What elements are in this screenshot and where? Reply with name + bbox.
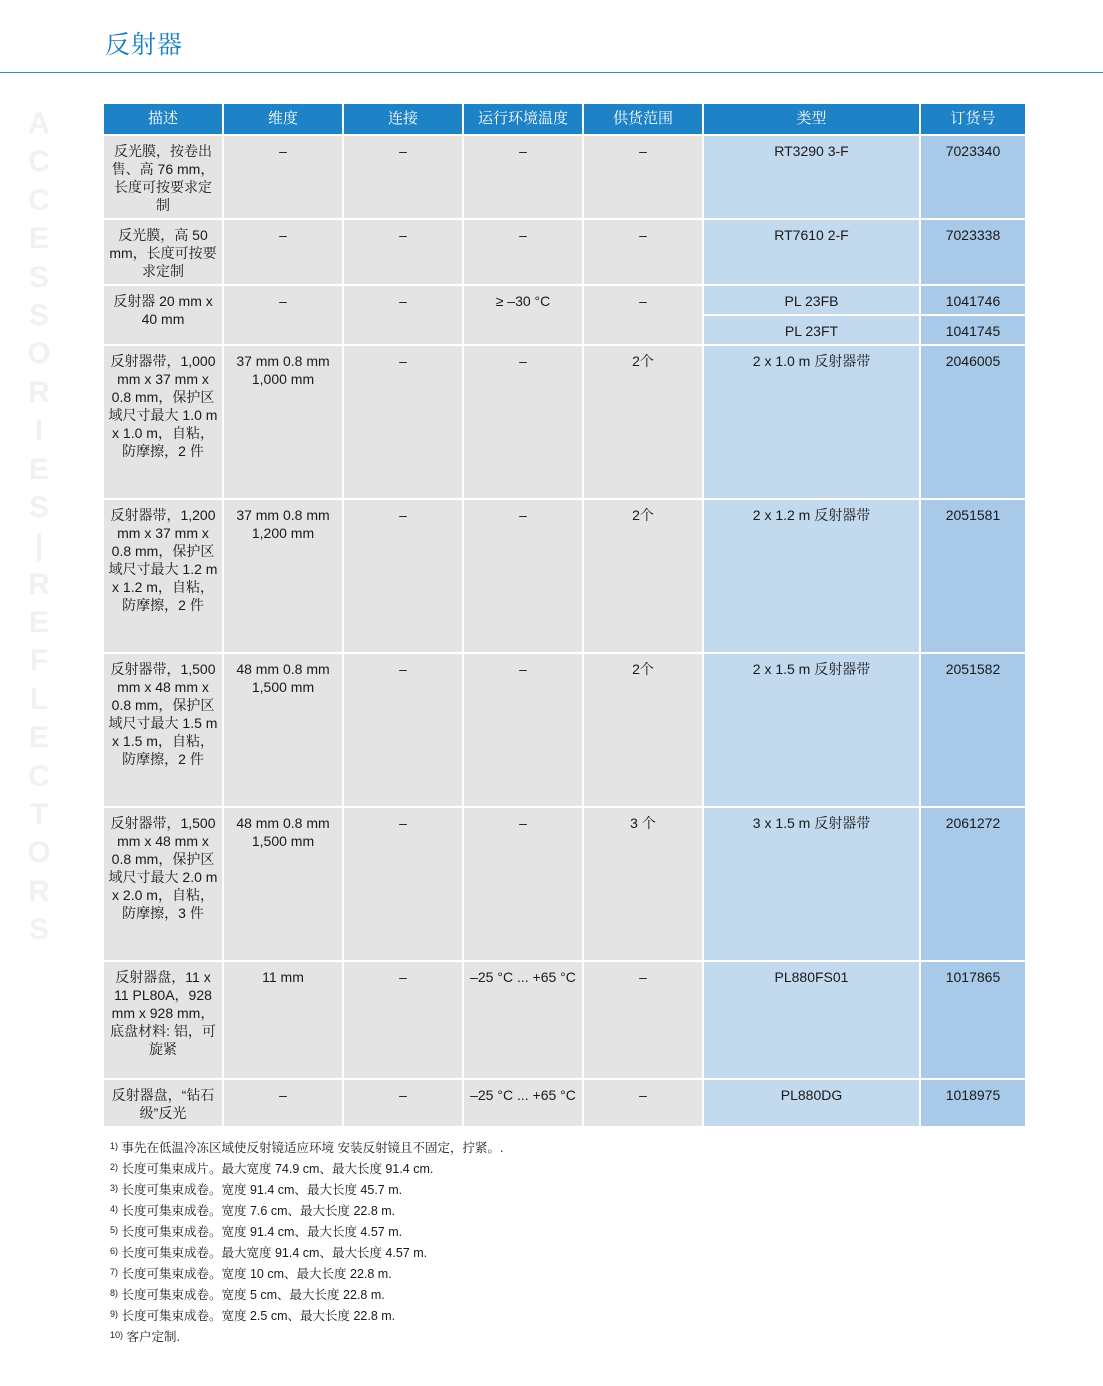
footnote-text: 事先在低温冷冻区域使反射镜适应环境 安装反射镜且不固定，拧紧。. xyxy=(121,1141,504,1155)
cell-supply-scope: 2个 xyxy=(584,500,702,652)
cell-type: RT3290 3-F xyxy=(704,136,919,218)
cell-order-number: 1017865 xyxy=(921,962,1025,1078)
cell-description: 反射器带，1,000 mm x 37 mm x 0.8 mm，保护区域尺寸最大 1.0 m x 1.0 m，自粘，防摩擦，2 件 xyxy=(104,346,222,498)
footnote xyxy=(110,1243,503,1264)
footnote xyxy=(110,1306,503,1327)
column-header-connection: 连接 xyxy=(344,104,462,134)
cell-description: 反射器 20 mm x 40 mm xyxy=(104,286,222,344)
footnote xyxy=(110,1285,503,1306)
cell-temperature: – xyxy=(464,220,582,284)
watermark-letter: S xyxy=(28,490,49,524)
title-divider xyxy=(0,72,1103,73)
footnote-text: 长度可集束成卷。宽度 91.4 cm、最大长度 4.57 m. xyxy=(121,1225,403,1239)
cell-supply-scope: – xyxy=(584,286,702,344)
cell-description: 反射器盘，“钻石级”反光 xyxy=(104,1080,222,1126)
watermark-letter: | xyxy=(34,529,44,563)
cell-type: RT7610 2-F xyxy=(704,220,919,284)
table-row xyxy=(104,962,1025,1078)
footnotes xyxy=(110,1138,503,1348)
cell-dimension: – xyxy=(224,136,342,218)
cell-type: PL 23FT xyxy=(704,316,919,344)
table-row xyxy=(104,286,1025,314)
column-header-dimension: 维度 xyxy=(224,104,342,134)
cell-dimension: 11 mm xyxy=(224,962,342,1078)
footnote-text: 长度可集束成卷。宽度 7.6 cm、最大长度 22.8 m. xyxy=(121,1204,396,1218)
watermark-letter: E xyxy=(28,222,49,256)
watermark-letter: R xyxy=(28,375,50,409)
cell-supply-scope: 3 个 xyxy=(584,808,702,960)
footnote-number: 10) xyxy=(110,1330,124,1340)
table-row xyxy=(104,346,1025,498)
cell-temperature: –25 °C ... +65 °C xyxy=(464,962,582,1078)
cell-dimension: – xyxy=(224,220,342,284)
cell-order-number: 2046005 xyxy=(921,346,1025,498)
watermark-letter: E xyxy=(28,452,49,486)
column-header-temperature: 运行环境温度 xyxy=(464,104,582,134)
footnote xyxy=(110,1159,503,1180)
cell-temperature: ≥ –30 °C xyxy=(464,286,582,344)
column-header-order-number: 订货号 xyxy=(921,104,1025,134)
watermark-letter: C xyxy=(28,145,50,179)
watermark-letter: O xyxy=(27,836,51,870)
footnote-number: 6) xyxy=(110,1246,119,1256)
footnote-text: 长度可集束成卷。宽度 91.4 cm、最大长度 45.7 m. xyxy=(121,1183,403,1197)
watermark-letter: R xyxy=(28,567,50,601)
footnote-number: 5) xyxy=(110,1225,119,1235)
footnote xyxy=(110,1201,503,1222)
footnote xyxy=(110,1327,503,1348)
table-row xyxy=(104,654,1025,806)
table-row xyxy=(104,1080,1025,1126)
cell-temperature: –25 °C ... +65 °C xyxy=(464,1080,582,1126)
cell-connection: – xyxy=(344,962,462,1078)
cell-connection: – xyxy=(344,500,462,652)
cell-dimension: 37 mm 0.8 mm 1,000 mm xyxy=(224,346,342,498)
cell-order-number: 1041746 xyxy=(921,286,1025,314)
cell-supply-scope: – xyxy=(584,220,702,284)
cell-connection: – xyxy=(344,1080,462,1126)
watermark-letter: R xyxy=(28,874,50,908)
watermark-letter: E xyxy=(28,606,49,640)
cell-description: 反射器带，1,500 mm x 48 mm x 0.8 mm，保护区域尺寸最大 1.5 m x 1.5 m，自粘，防摩擦，2 件 xyxy=(104,654,222,806)
footnote-text: 客户定制. xyxy=(126,1330,180,1344)
cell-description: 反光膜，高 50 mm，长度可按要求定制 xyxy=(104,220,222,284)
cell-type: 3 x 1.5 m 反射器带 xyxy=(704,808,919,960)
cell-temperature: – xyxy=(464,654,582,806)
watermark-letter: F xyxy=(29,644,49,678)
cell-supply-scope: 2个 xyxy=(584,346,702,498)
cell-description: 反光膜，按卷出售、高 76 mm，长度可按要求定制 xyxy=(104,136,222,218)
watermark-letter: C xyxy=(28,183,50,217)
cell-dimension: 48 mm 0.8 mm 1,500 mm xyxy=(224,654,342,806)
watermark-letter: A xyxy=(28,107,50,140)
watermark-letter: S xyxy=(28,260,49,294)
footnote-number: 9) xyxy=(110,1309,119,1319)
cell-temperature: – xyxy=(464,808,582,960)
table-header-row xyxy=(104,104,1025,134)
cell-order-number: 1041745 xyxy=(921,316,1025,344)
watermark-letter: O xyxy=(27,337,51,371)
watermark-letter: I xyxy=(34,414,44,448)
footnote-text: 长度可集束成卷。最大宽度 91.4 cm、最大长度 4.57 m. xyxy=(121,1246,428,1260)
cell-order-number: 2051581 xyxy=(921,500,1025,652)
footnote-number: 3) xyxy=(110,1183,119,1193)
cell-connection: – xyxy=(344,654,462,806)
table-row xyxy=(104,500,1025,652)
cell-type: 2 x 1.2 m 反射器带 xyxy=(704,500,919,652)
watermark-letter: C xyxy=(28,759,50,793)
watermark-letter: S xyxy=(28,913,49,947)
cell-order-number: 2051582 xyxy=(921,654,1025,806)
watermark-letter: S xyxy=(28,298,49,332)
footnote-text: 长度可集束成片。最大宽度 74.9 cm、最大长度 91.4 cm. xyxy=(121,1162,434,1176)
cell-type: 2 x 1.0 m 反射器带 xyxy=(704,346,919,498)
cell-temperature: – xyxy=(464,136,582,218)
cell-connection: – xyxy=(344,346,462,498)
cell-connection: – xyxy=(344,286,462,344)
footnote xyxy=(110,1222,503,1243)
cell-order-number: 2061272 xyxy=(921,808,1025,960)
cell-dimension: 37 mm 0.8 mm 1,200 mm xyxy=(224,500,342,652)
cell-temperature: – xyxy=(464,500,582,652)
footnote xyxy=(110,1180,503,1201)
cell-dimension: – xyxy=(224,286,342,344)
cell-dimension: – xyxy=(224,1080,342,1126)
footnote-text: 长度可集束成卷。宽度 5 cm、最大长度 22.8 m. xyxy=(121,1288,385,1302)
cell-type: PL880FS01 xyxy=(704,962,919,1078)
footnote-number: 4) xyxy=(110,1204,119,1214)
footnote-text: 长度可集束成卷。宽度 10 cm、最大长度 22.8 m. xyxy=(121,1267,392,1281)
cell-description: 反射器盘，11 x 11 PL80A，928 mm x 928 mm，底盘材料: 铝，可旋紧 xyxy=(104,962,222,1078)
cell-supply-scope: – xyxy=(584,962,702,1078)
cell-order-number: 1018975 xyxy=(921,1080,1025,1126)
cell-type: PL 23FB xyxy=(704,286,919,314)
reflector-spec-table xyxy=(102,102,1027,1128)
cell-type: PL880DG xyxy=(704,1080,919,1126)
cell-order-number: 7023340 xyxy=(921,136,1025,218)
cell-supply-scope: – xyxy=(584,136,702,218)
table-row xyxy=(104,220,1025,284)
footnote xyxy=(110,1138,503,1159)
watermark-letter: E xyxy=(28,721,49,755)
column-header-description: 描述 xyxy=(104,104,222,134)
watermark-letter: T xyxy=(29,798,49,832)
footnote xyxy=(110,1264,503,1285)
cell-type: 2 x 1.5 m 反射器带 xyxy=(704,654,919,806)
cell-description: 反射器带，1,200 mm x 37 mm x 0.8 mm，保护区域尺寸最大 1.2 m x 1.2 m，自粘，防摩擦，2 件 xyxy=(104,500,222,652)
watermark-letter: L xyxy=(29,682,49,716)
cell-supply-scope: – xyxy=(584,1080,702,1126)
cell-connection: – xyxy=(344,808,462,960)
table-row xyxy=(104,808,1025,960)
table-row xyxy=(104,136,1025,218)
cell-order-number: 7023338 xyxy=(921,220,1025,284)
cell-connection: – xyxy=(344,136,462,218)
footnote-number: 8) xyxy=(110,1288,119,1298)
cell-description: 反射器带，1,500 mm x 48 mm x 0.8 mm，保护区域尺寸最大 2.0 m x 2.0 m，自粘，防摩擦，3 件 xyxy=(104,808,222,960)
footnote-number: 1) xyxy=(110,1141,119,1151)
cell-dimension: 48 mm 0.8 mm 1,500 mm xyxy=(224,808,342,960)
footnote-number: 7) xyxy=(110,1267,119,1277)
footnote-number: 2) xyxy=(110,1162,119,1172)
cell-connection: – xyxy=(344,220,462,284)
column-header-type: 类型 xyxy=(704,104,919,134)
cell-temperature: – xyxy=(464,346,582,498)
page-title: 反射器 xyxy=(105,30,184,59)
side-watermark xyxy=(26,105,52,950)
column-header-supply-scope: 供货范围 xyxy=(584,104,702,134)
footnote-text: 长度可集束成卷。宽度 2.5 cm、最大长度 22.8 m. xyxy=(121,1309,396,1323)
cell-supply-scope: 2个 xyxy=(584,654,702,806)
